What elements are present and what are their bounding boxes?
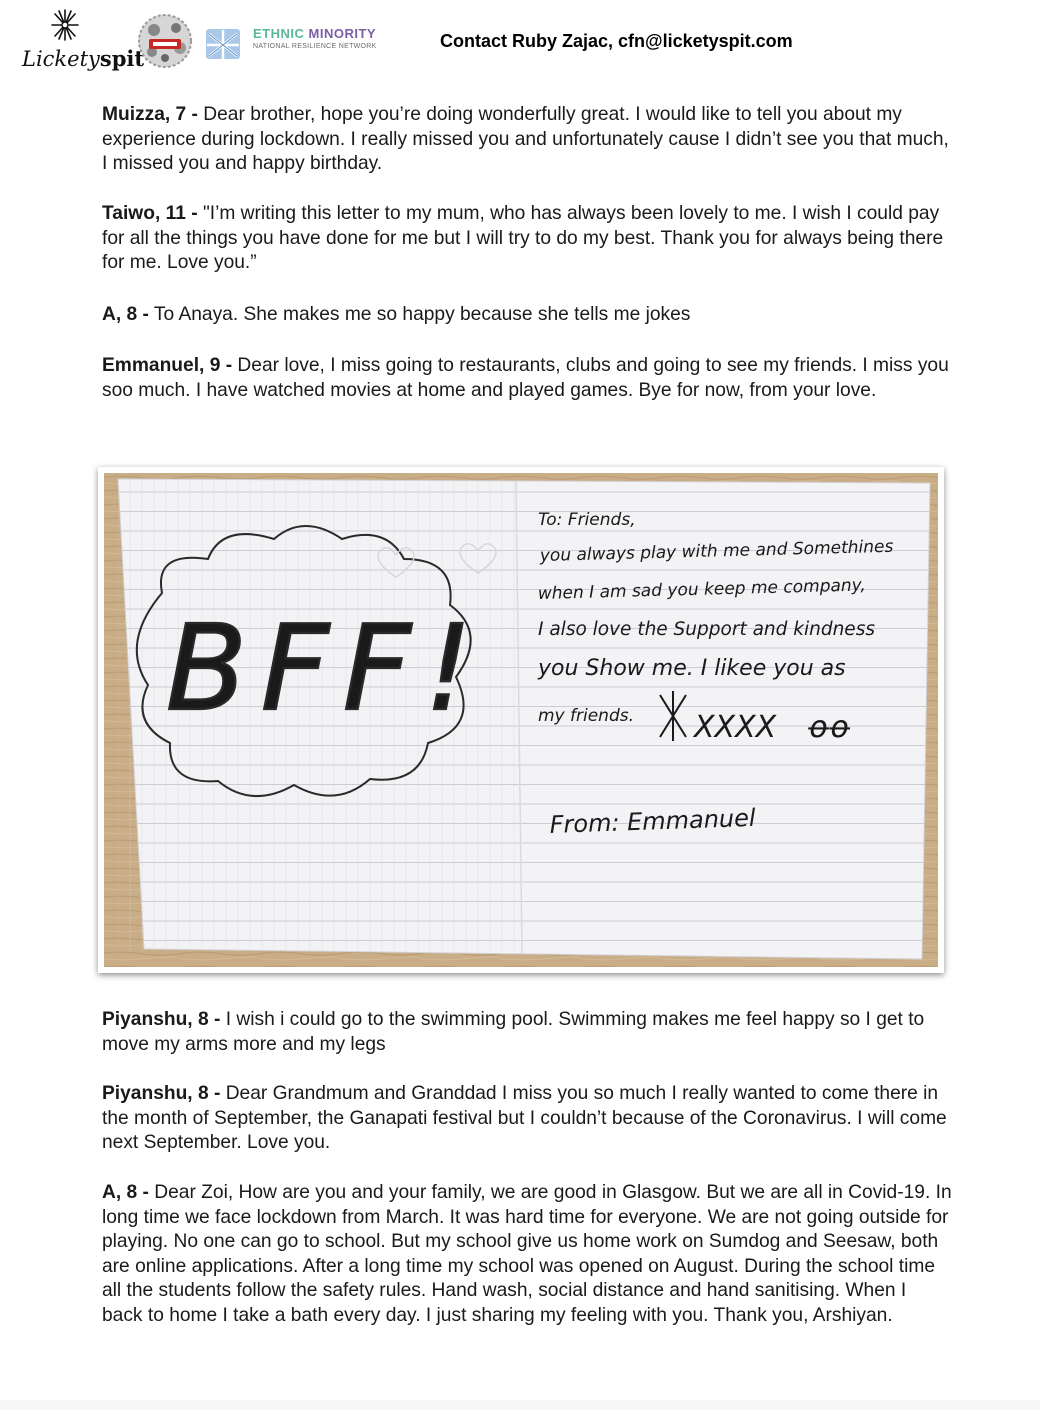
- cloud-bff-text: BFF!: [166, 599, 487, 737]
- card-line-greeting: To: Friends,: [538, 510, 636, 530]
- page-header: [0, 0, 1040, 90]
- letter-text: Dear Grandmum and Granddad I miss you so much I really wanted to come there in the month of September, the Ganapati festival but I couldn’t because of the Coronavirus. I will come next September. Love you.: [102, 1083, 947, 1154]
- emnrn-title-ethnic: ETHNIC: [253, 26, 309, 41]
- licketyspit-logo: [20, 8, 145, 74]
- card-line-4: you Show me. I likee you as: [538, 656, 846, 681]
- letter-author: Piyanshu, 8 -: [102, 1009, 221, 1030]
- letter-piyanshu-swimming: [102, 1008, 952, 1057]
- letter-author: Muizza, 7 -: [102, 104, 198, 125]
- emnrn-logo: [203, 26, 413, 66]
- letter-text: "I’m writing this letter to my mum, who has always been lovely to me. I wish I could pay for all the things you have done for me but I will try to do my best. Thank you for always being there for me. Love you.”: [102, 203, 944, 274]
- card-line-1: you always play with me and Somethines: [539, 536, 894, 566]
- snowflake-icon: [50, 8, 80, 42]
- letter-author: Taiwo, 11 -: [102, 203, 198, 224]
- letter-taiwo: [102, 202, 952, 276]
- childrens-families-network-logo: [136, 12, 194, 70]
- emnrn-subtitle: NATIONAL RESILIENCE NETWORK: [253, 43, 377, 50]
- letter-text: I wish i could go to the swimming pool. Swimming makes me feel happy so I get to move my arms more and my legs: [102, 1009, 925, 1055]
- emnrn-title-minority: MINORITY: [308, 26, 377, 41]
- card-line-5: my friends.: [538, 706, 635, 726]
- letter-a-anaya: [102, 303, 952, 328]
- letter-text: Dear Zoi, How are you and your family, we are good in Glasgow. But we are all in Covid-19. In long time we face lockdown from March. It was hard time for everyone. We are not going outside for playing. No one can go to school. But my school give us home work on Sumdog and Seesaw, both are online applications. After a long time my school was opened on August. During the school time all the students follow the safety rules. Hand wash, social distance and hand sanitising. When I back to home I take a bath every day. I just sharing my feeling with you. Thank you, Arshiyan.: [102, 1182, 952, 1326]
- letter-emmanuel: [102, 354, 952, 403]
- network-mark-icon: [203, 26, 243, 62]
- letter-text: Dear brother, hope you’re doing wonderfully great. I would like to tell you about my experience during lockdown. I really missed you and unfortunately cause I didn’t see you that much, I missed you and happy birthday.: [102, 104, 949, 175]
- letter-author: Emmanuel, 9 -: [102, 355, 233, 376]
- cfn-emblem-icon: [136, 12, 194, 70]
- contact-line: Contact Ruby Zajac, cfn@licketyspit.com: [440, 31, 793, 51]
- letter-piyanshu-grandparents: [102, 1082, 952, 1156]
- card-line-3: I also love the Support and kindness: [538, 619, 875, 640]
- card-illustration: [104, 473, 938, 967]
- letter-author: Piyanshu, 8 -: [102, 1083, 221, 1104]
- handwritten-card-photo: [98, 467, 944, 973]
- letter-author: A, 8 -: [102, 1182, 149, 1203]
- card-doodle-hearts: ꝋꝋ: [808, 710, 851, 745]
- letter-arshiyan: [102, 1181, 952, 1329]
- page-bottom-edge: [0, 1400, 1040, 1410]
- logo-word-spit: spit: [99, 46, 145, 71]
- letter-muizza: [102, 103, 952, 177]
- card-line-signature: From: Emmanuel: [549, 803, 757, 839]
- letter-text: Dear love, I miss going to restaurants, clubs and going to see my friends. I miss you soo much. I have watched movies at home and played games. Bye for now, from your love.: [102, 355, 949, 401]
- letter-author: A, 8 -: [102, 304, 149, 325]
- letter-text: To Anaya. She makes me so happy because she tells me jokes: [148, 304, 691, 325]
- card-line-kisses: XXXX: [694, 710, 777, 745]
- logo-word-lickety: Lickety: [22, 47, 100, 71]
- card-line-2: when I am sad you keep me company,: [537, 575, 867, 604]
